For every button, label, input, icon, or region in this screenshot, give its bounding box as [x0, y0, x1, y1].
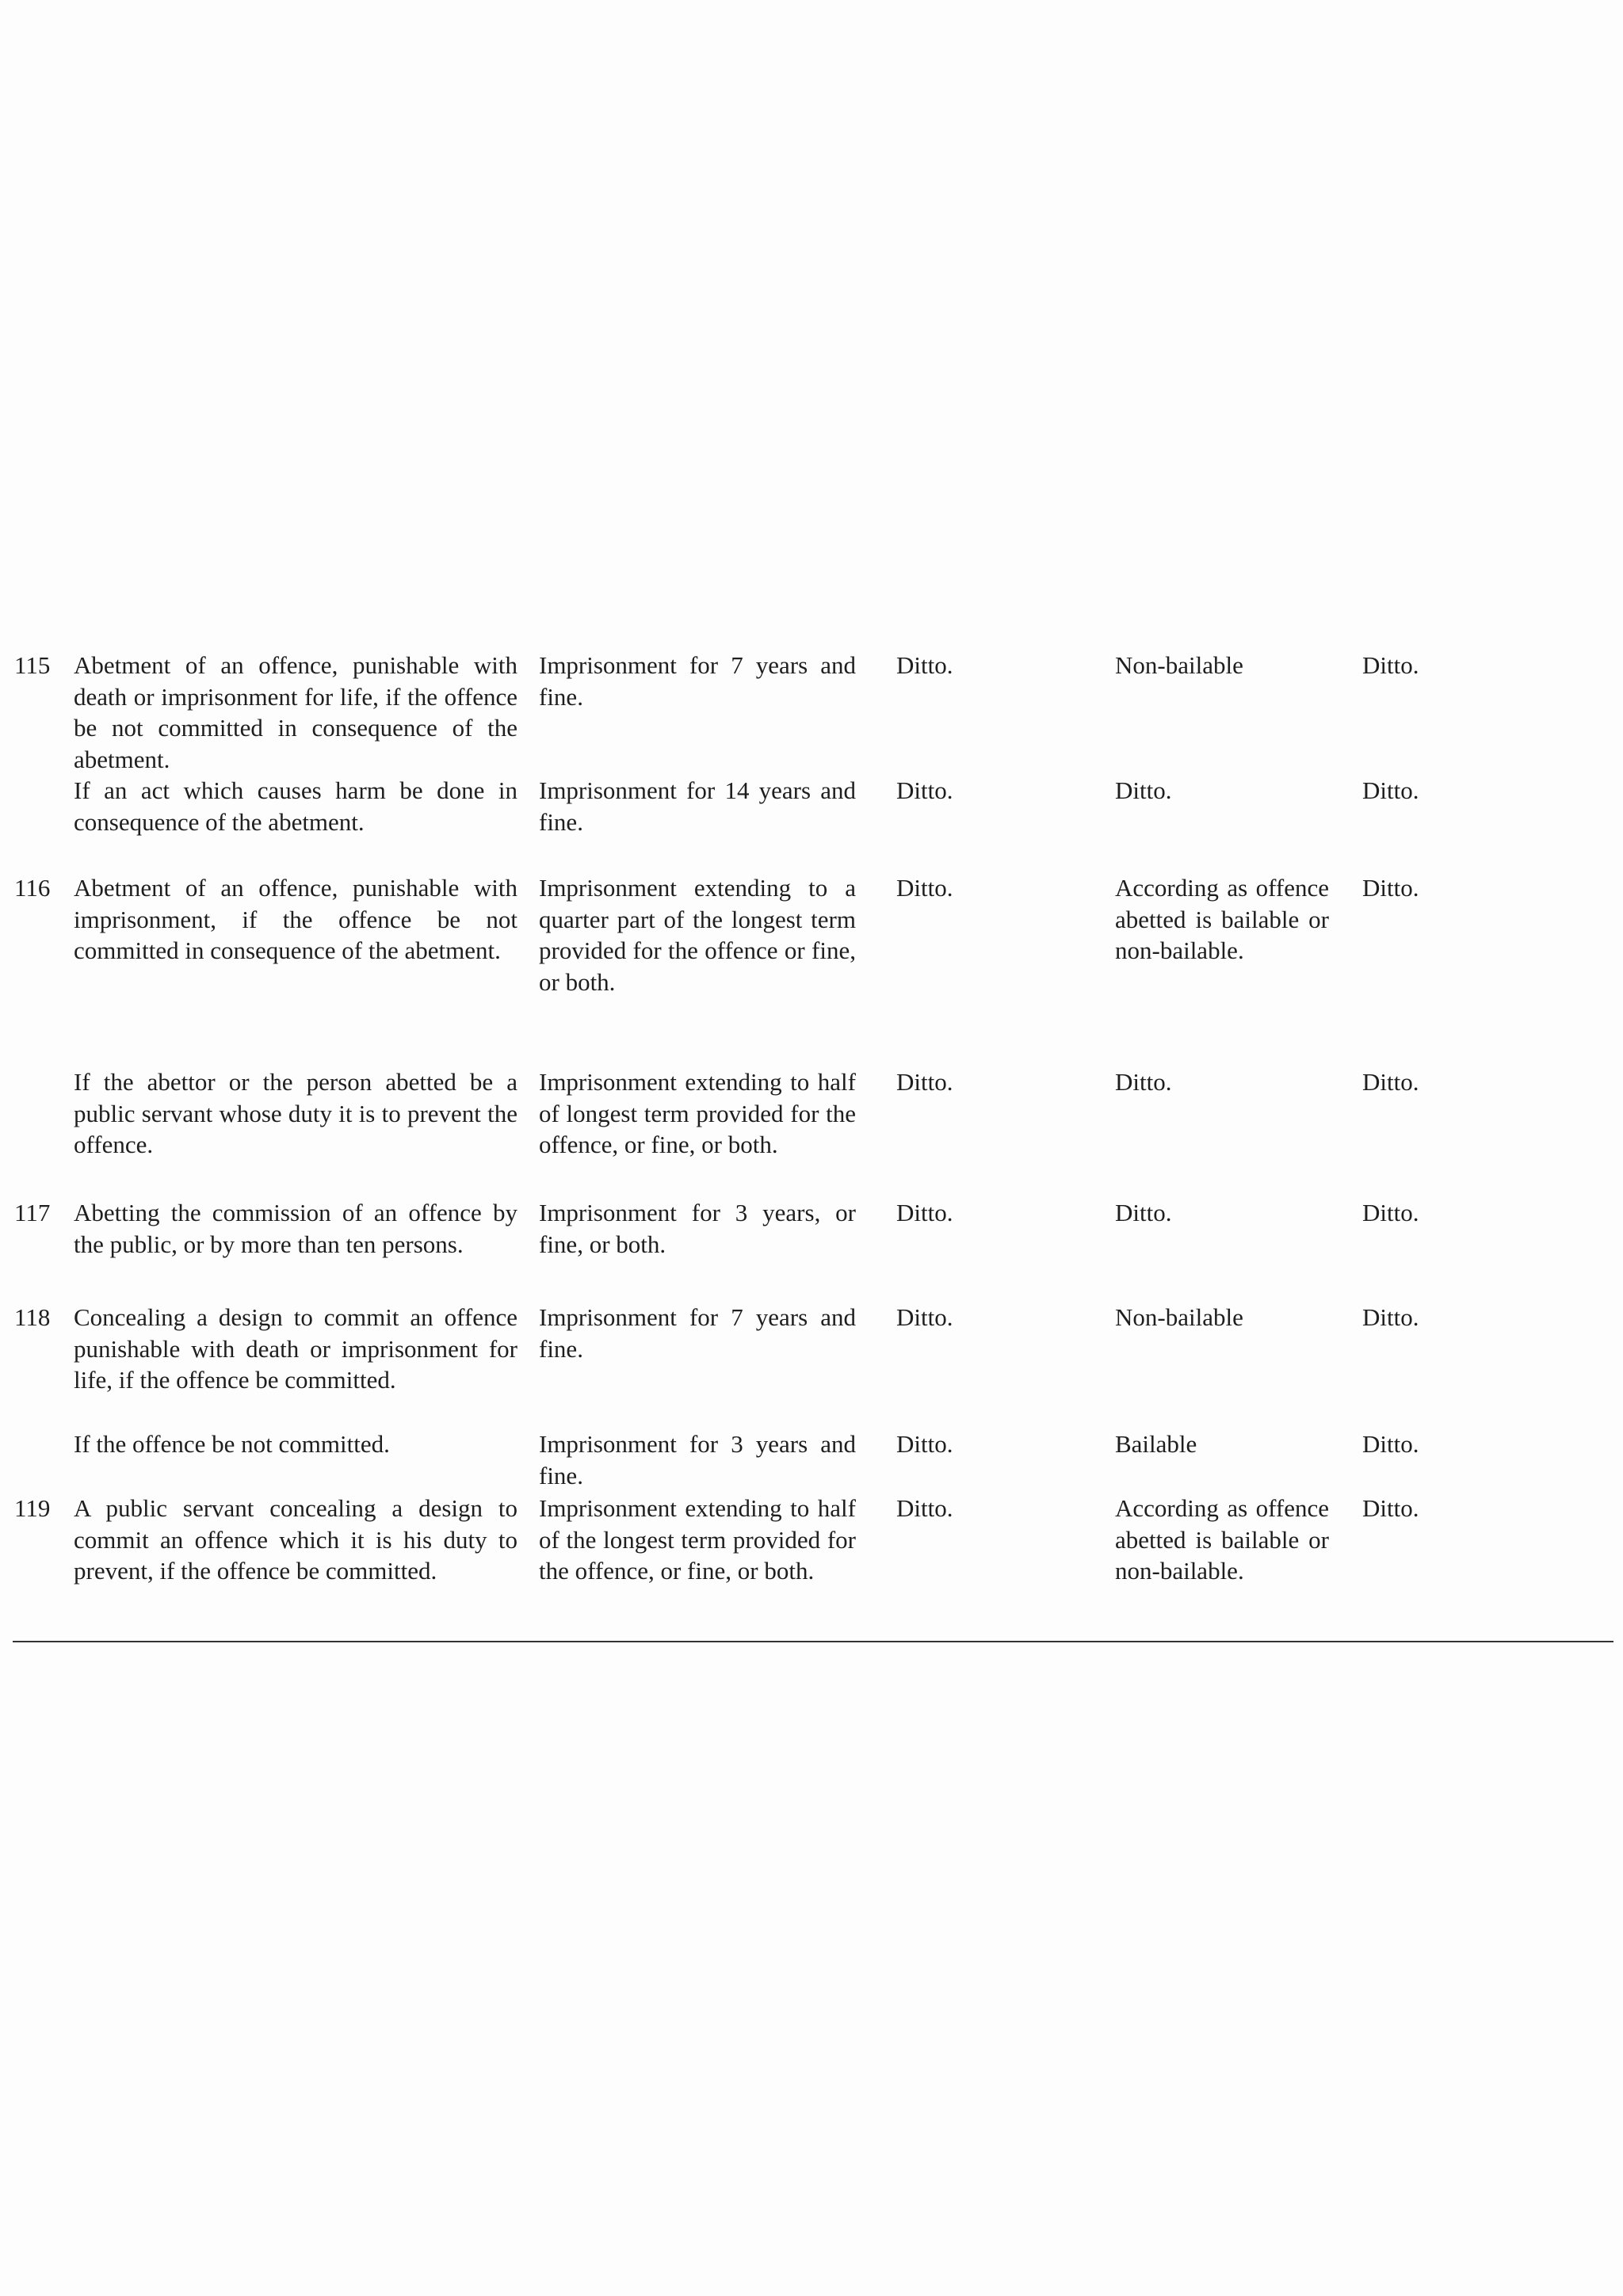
bail-text: Bailable — [1115, 1430, 1197, 1458]
triable-text: Ditto. — [1362, 651, 1419, 679]
offence-description: If an act which causes harm be done in consequence of the abetment. — [74, 776, 517, 836]
offence-description: If the abettor or the person abetted be a public servant whose duty it is to prevent the offence. — [74, 1068, 517, 1158]
punishment-text: Imprisonment extending to half of longest term provided for the offence, or fine, or both. — [539, 1068, 856, 1158]
triable-text: Ditto. — [1362, 1199, 1419, 1226]
bail-text: Ditto. — [1115, 1199, 1172, 1226]
punishment-text: Imprisonment for 3 years and fine. — [539, 1430, 856, 1489]
section-number: 115 — [14, 651, 51, 679]
table-bottom-rule — [13, 1641, 1613, 1642]
cognizable-text: Ditto. — [896, 1303, 953, 1331]
triable-text: Ditto. — [1362, 1430, 1419, 1458]
section-number: 118 — [14, 1303, 51, 1331]
punishment-text: Imprisonment for 3 years, or fine, or both. — [539, 1199, 856, 1258]
bail-text: Non-bailable — [1115, 651, 1243, 679]
cognizable-text: Ditto. — [896, 874, 953, 902]
bail-text: Ditto. — [1115, 776, 1172, 804]
punishment-text: Imprisonment for 14 years and fine. — [539, 776, 856, 836]
triable-text: Ditto. — [1362, 1068, 1419, 1096]
cognizable-text: Ditto. — [896, 1494, 953, 1522]
cognizable-text: Ditto. — [896, 651, 953, 679]
section-number: 117 — [14, 1199, 51, 1226]
cognizable-text: Ditto. — [896, 1430, 953, 1458]
section-number: 116 — [14, 874, 51, 902]
bail-text: According as offence abetted is bailable or non-bailable. — [1115, 874, 1329, 964]
bail-text: Ditto. — [1115, 1068, 1172, 1096]
punishment-text: Imprisonment extending to a quarter part of the longest term provided for the offence or fine, or both. — [539, 874, 856, 996]
offence-description: If the offence be not committed. — [74, 1430, 390, 1458]
bail-text: According as offence abetted is bailable or non-bailable. — [1115, 1494, 1329, 1585]
punishment-text: Imprisonment extending to half of the longest term provided for the offence, or fine, or both. — [539, 1494, 856, 1585]
bail-text: Non-bailable — [1115, 1303, 1243, 1331]
cognizable-text: Ditto. — [896, 1068, 953, 1096]
cognizable-text: Ditto. — [896, 1199, 953, 1226]
triable-text: Ditto. — [1362, 776, 1419, 804]
punishment-text: Imprisonment for 7 years and fine. — [539, 651, 856, 711]
offence-description: Concealing a design to commit an offence punishable with death or imprisonment for life, if the offence be committed. — [74, 1303, 517, 1394]
offence-description: Abetting the commission of an offence by the public, or by more than ten persons. — [74, 1199, 517, 1258]
triable-text: Ditto. — [1362, 874, 1419, 902]
offence-description: Abetment of an offence, punishable with imprisonment, if the offence be not committed in consequence of the abetment. — [74, 874, 517, 964]
section-number: 119 — [14, 1494, 51, 1522]
offence-description: A public servant concealing a design to commit an offence which it is his duty to prevent, if the offence be committed. — [74, 1494, 517, 1585]
offence-description: Abetment of an offence, punishable with death or imprisonment for life, if the offence be not committed in consequence of the abetment. — [74, 651, 517, 773]
triable-text: Ditto. — [1362, 1494, 1419, 1522]
cognizable-text: Ditto. — [896, 776, 953, 804]
punishment-text: Imprisonment for 7 years and fine. — [539, 1303, 856, 1363]
triable-text: Ditto. — [1362, 1303, 1419, 1331]
